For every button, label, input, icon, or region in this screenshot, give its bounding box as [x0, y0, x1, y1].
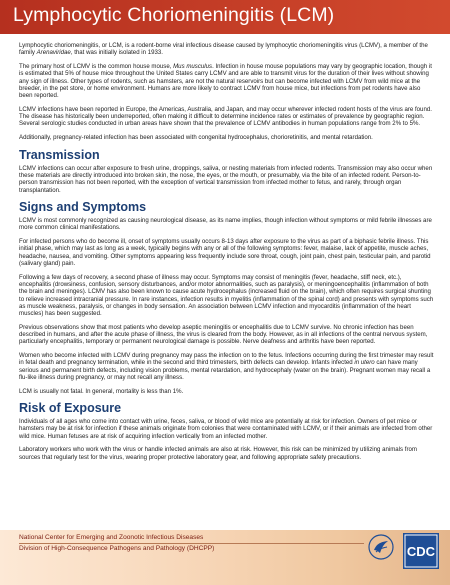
cdc-logo-icon	[402, 532, 440, 570]
footer-division-name: Division of High-Consequence Pathogens and Pathology (DHCPP)	[19, 545, 215, 552]
italic-term: Mus musculus	[173, 62, 213, 70]
document-body	[19, 42, 434, 467]
cdc-logo-text: CDC	[406, 544, 436, 559]
transmission-heading: Transmission	[19, 147, 100, 162]
hhs-seal-icon	[368, 534, 394, 560]
italic-term: Arenaviridae	[36, 49, 71, 57]
italic-term: in utero	[354, 359, 375, 367]
risk-paragraph-2: Laboratory workers who work with the virus or handle infected animals are also at risk. However, this risk can be minimized by utilizing animals from sources that regularly test for the virus, wearing proper protective laboratory gear, and following appropriate safety precautions.	[19, 446, 417, 461]
page-title: Lymphocytic Choriomeningitis (LCM)	[13, 4, 335, 26]
footer-divider	[19, 543, 364, 544]
footer-center-name: National Center for Emerging and Zoonotic Infectious Diseases	[19, 534, 204, 541]
signs-paragraph-4: Previous observations show that most patients who develop aseptic meningitis or encephalitis due to LCMV survive. No chronic infection has been described in humans, and after the acute phase of illness, the virus is cleared from the body. However, as in all infections of the central nervous system, particularly encephalitis, temporary or permanent neurological damage is possible. Nerve deafness and arthritis have been reported.	[19, 323, 428, 346]
signs-paragraph-1: LCMV is most commonly recognized as causing neurological disease, as its name implies, though infection without symptoms or mild febrile illnesses are more common clinical manifestations.	[19, 217, 432, 232]
intro-paragraph-1: Lymphocytic choriomeningitis, or LCM, is a rodent-borne viral infectious disease caused by lymphocytic choriomeningitis virus (LCMV), a member of the family Arenaviridae, that was initially isolated in 1933.	[19, 42, 428, 57]
intro-paragraph-2: The primary host of LCMV is the common house mouse, Mus musculus. Infection in house mouse populations may vary by geographic location, though it is estimated that 5% of house mice throughout the United States carry LCMV and are able to transmit virus for the duration of their lives without showing any sign of illness. Other types of rodents, such as hamsters, are not the natural reservoirs but can become infected with LCMV from wild mice at the breeder, in the pet store, or home environment. Humans are more likely to contract LCMV from house mice, but infections from pet rodents have also been reported.	[19, 62, 432, 100]
risk-paragraph-1: Individuals of all ages who come into contact with urine, feces, saliva, or blood of wild mice are potentially at risk for infection. Owners of pet mice or hamsters may be at risk for infection if these animals originate from colonies that were contaminated with LCMV, or if their animals are infected from other wild mice. Human fetuses are at risk of acquiring infection vertically from an infected mother.	[19, 418, 433, 440]
signs-heading: Signs and Symptoms	[19, 200, 147, 215]
signs-paragraph-6: LCM is usually not fatal. In general, mortality is less than 1%.	[19, 387, 184, 395]
risk-heading: Risk of Exposure	[19, 401, 122, 416]
signs-paragraph-5: Women who become infected with LCMV during pregnancy may pass the infection on to the fetus. Infections occurring during the first trimester may result in fetal death and pregnancy termination, while in the second and third trimesters, birth defects can develop. Infants infected in utero can have many serious and permanent birth defects, including vision problems, mental retardation, and hydrocephaly (water on the brain). Pregnant women may recall a flu-like illness during pregnancy, or may not recall any illness.	[19, 352, 434, 382]
signs-paragraph-2: For infected persons who do become ill, onset of symptoms usually occurs 8-13 days after exposure to the virus as part of a biphasic febrile illness. This initial phase, which may last as long as a week, typically begins with any or all of the following symptoms: fever, malaise, lack of appetite, muscle aches, headache, nausea, and vomiting. Other symptoms appearing less frequently include sore throat, cough, joint pain, chest pain, testicular pain, and parotid (salivary gland) pain.	[19, 237, 431, 267]
intro-paragraph-4: Additionally, pregnancy-related infection has been associated with congenital hydrocephalus, chorioretinitis, and mental retardation.	[19, 134, 373, 141]
signs-paragraph-3: Following a few days of recovery, a second phase of illness may occur. Symptoms may consist of meningitis (fever, headache, stiff neck, etc.), encephalitis (drowsiness, confusion, sensory disturbances, and/or motor abnormalities, such as paralysis), or meningoencephalitis (inflammation of both the brain and meninges). LCMV has also been known to cause acute hydrocephalus (increased fluid on the brain), which often requires surgical shunting to relieve increased intracranial pressure. In rare instances, infection results in myelitis (inflammation of the spinal cord) and presents with symptoms such as muscle weakness, paralysis, or changes in body sensation. An association between LCMV infection and myocarditis (inflammation of the heart muscles) has been suggested.	[19, 273, 434, 318]
intro-paragraph-3: LCMV infections have been reported in Europe, the Americas, Australia, and Japan, and may occur wherever infected rodent hosts of the virus are found. The disease has historically been underreported, often making it difficult to determine incidence rates or estimates of prevalence by geographic region. Several serologic studies conducted in urban areas have shown that the prevalence of LCMV antibodies in human populations range from 2% to 5%.	[19, 105, 432, 128]
title-banner	[0, 0, 450, 34]
transmission-paragraph-1: LCMV infections can occur after exposure to fresh urine, droppings, saliva, or nesting materials from infected rodents. Transmission may also occur when these materials are directly introduced into broken skin, the nose, the eyes, or the mouth, or presumably, via the bite of an infected rodent. Person-to-person transmission has not been reported, with the exception of vertical transmission from infected mother to fetus, and rarely, through organ transplantation.	[19, 164, 433, 194]
